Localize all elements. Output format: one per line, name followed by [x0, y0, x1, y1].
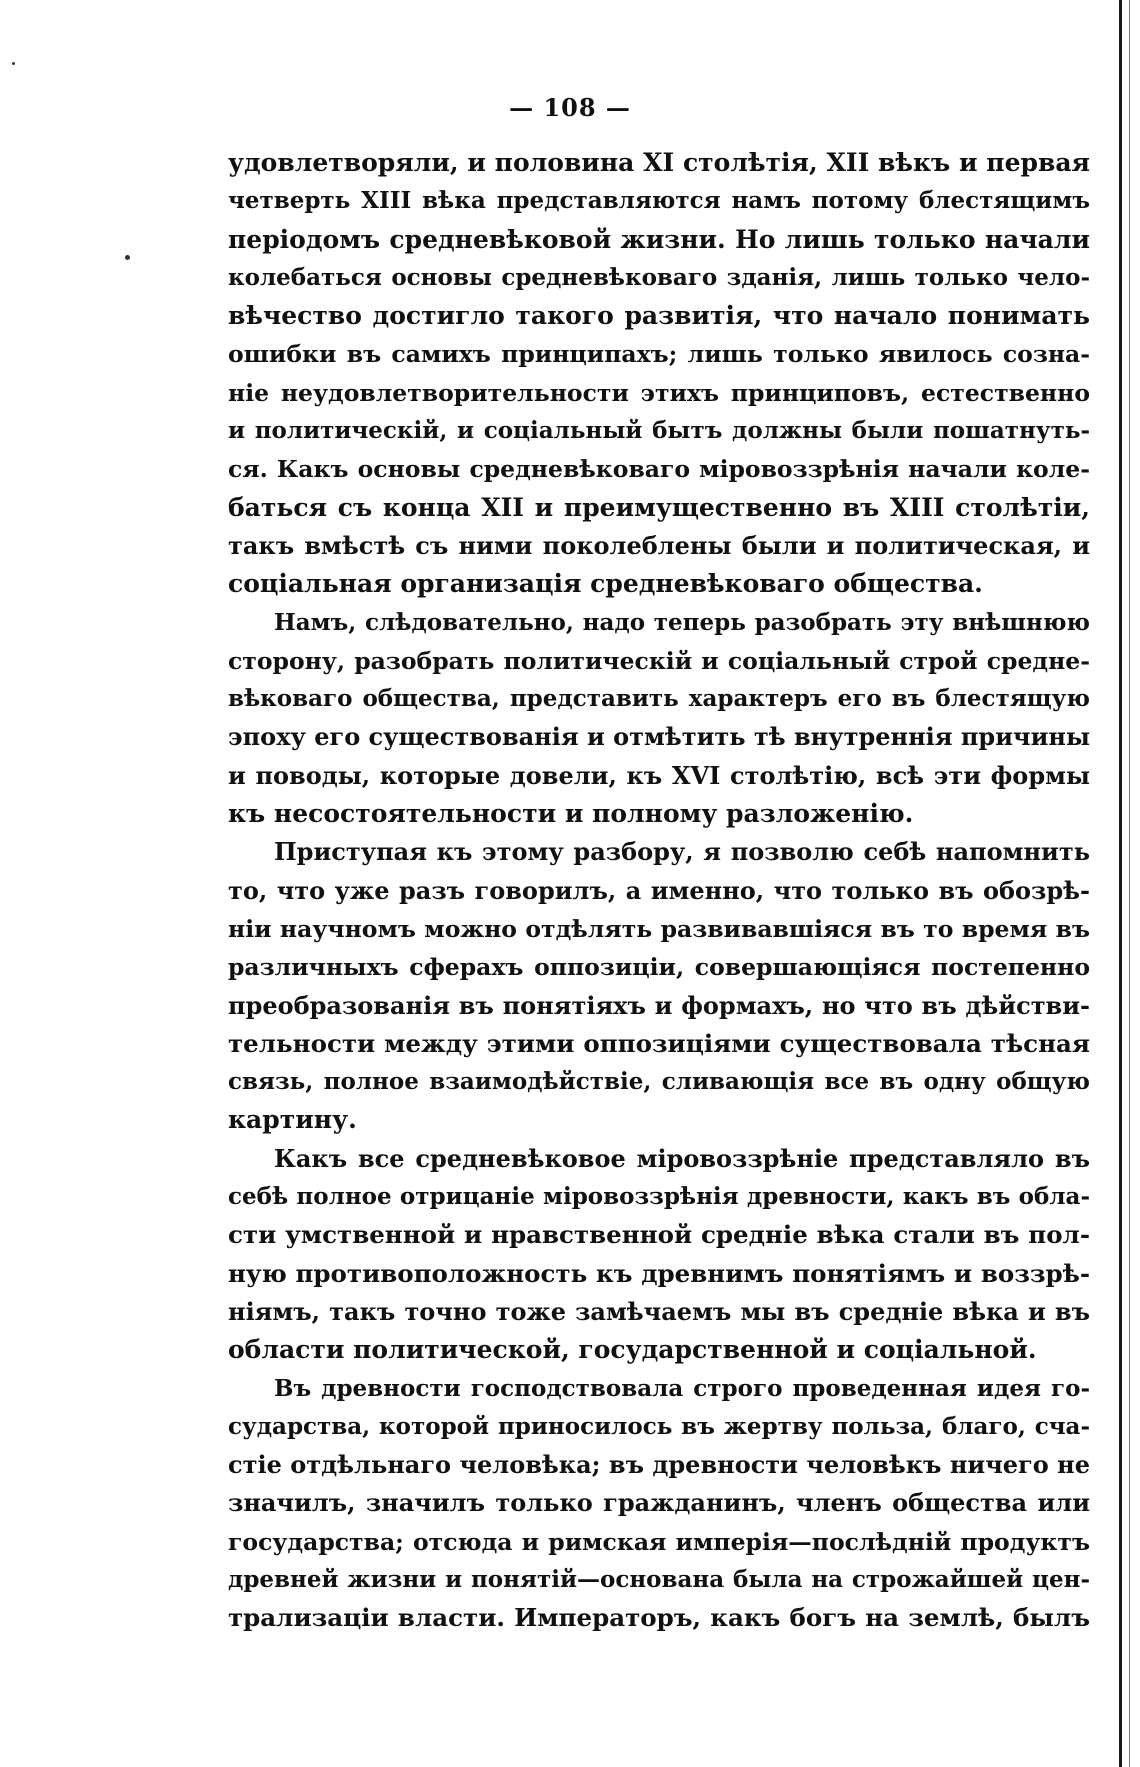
text-line: удовлетворяли, и половина XI столѣтія, XII вѣкъ и первая	[228, 148, 1090, 177]
text-line: эпоху его существованія и отмѣтить тѣ внутреннія причины	[228, 722, 1090, 752]
text-line: древней жизни и понятій—основана была на строжайшей цен-	[228, 1565, 1090, 1593]
text-line: картину.	[228, 1105, 357, 1135]
text-line: соціальная организація средневѣковаго общества.	[228, 569, 983, 599]
text-line: то, что уже разъ говорилъ, а именно, что только въ обозрѣ-	[228, 875, 1090, 905]
page-number: — 108 —	[509, 93, 631, 122]
text-line: трализаціи власти. Императоръ, какъ богъ на землѣ, былъ	[228, 1603, 1090, 1633]
text-line: Намъ, слѣдовательно, надо теперь разобрать эту внѣшнюю	[274, 608, 1090, 636]
stray-mark	[12, 62, 15, 65]
body-text	[228, 144, 1090, 1638]
text-line: преобразованія въ понятіяхъ и формахъ, но что въ дѣйстви-	[228, 990, 1090, 1020]
text-line: себѣ полное отрицаніе міровоззрѣнія древности, какъ въ обла-	[228, 1183, 1090, 1211]
text-line: связь, полное взаимодѣйствіе, сливающія все въ одну общую	[228, 1068, 1090, 1096]
text-line: сти умственной и нравственной средніе вѣка стали въ пол-	[228, 1220, 1090, 1250]
text-line: значилъ, значилъ только гражданинъ, членъ общества или	[228, 1488, 1090, 1518]
text-line: вѣчество достигло такого развитія, что начало понимать	[228, 301, 1090, 331]
text-line: ніе неудовлетворительности этихъ принциповъ, естественно	[228, 378, 1090, 407]
text-line: государства; отсюда и римская имперія—послѣдній продуктъ	[228, 1527, 1090, 1556]
text-line: такъ вмѣстѣ съ ними поколеблены были и политическая, и	[228, 530, 1090, 560]
text-line: ніямъ, такъ точно тоже замѣчаемъ мы въ средніе вѣка и въ	[228, 1296, 1090, 1326]
text-line: вѣковаго общества, представить характеръ его въ блестящую	[228, 685, 1090, 713]
stray-mark	[125, 255, 130, 260]
text-line: періодомъ средневѣковой жизни. Но лишь только начали	[228, 224, 1090, 254]
page-edge-line-thin	[1129, 0, 1130, 1767]
text-line: тельности между этими оппозиціями существовала тѣсная	[228, 1028, 1090, 1058]
text-line: различныхъ сферахъ оппозиціи, совершающіяся постепенно	[228, 953, 1090, 982]
text-line: четверть XIII вѣка представляются намъ потому блестящимъ	[228, 187, 1090, 215]
text-line: баться съ конца XII и преимущественно въ XIII столѣтіи,	[228, 492, 1090, 522]
text-line: къ несостоятельности и полному разложенію.	[228, 799, 914, 829]
text-line: ніи научномъ можно отдѣлять развивавшіяся въ то время въ	[228, 914, 1090, 943]
text-line: ную противоположность къ древнимъ понятіямъ и воззрѣ-	[228, 1258, 1090, 1288]
text-line: колебаться основы средневѣковаго зданія, лишь только чело-	[228, 263, 1090, 291]
text-line: и политическій, и соціальный бытъ должны были пошатнуть-	[228, 417, 1090, 445]
text-line: сударства, которой приносилось въ жертву польза, благо, сча-	[228, 1412, 1090, 1440]
text-line: ся. Какъ основы средневѣковаго міровоззрѣнія начали коле-	[228, 455, 1090, 484]
text-line: области политической, государственной и соціальной.	[228, 1335, 1037, 1365]
text-line: Въ древности господствовала строго проведенная идея го-	[274, 1374, 1090, 1402]
text-line: и поводы, которые довели, къ XVI столѣтію, всѣ эти формы	[228, 760, 1090, 790]
text-line: Какъ все средневѣковое міровоззрѣніе представляло въ	[274, 1143, 1090, 1173]
text-line: стіе отдѣльнаго человѣка; въ древности человѣкъ ничего не	[228, 1450, 1090, 1480]
text-line: Приступая къ этому разбору, я позволю себѣ напомнить	[274, 837, 1090, 867]
page-edge-line	[1119, 0, 1122, 1767]
text-line: сторону, разобрать политическій и соціальный строй средне-	[228, 646, 1090, 675]
text-line: ошибки въ самихъ принципахъ; лишь только явилось созна-	[228, 340, 1090, 369]
